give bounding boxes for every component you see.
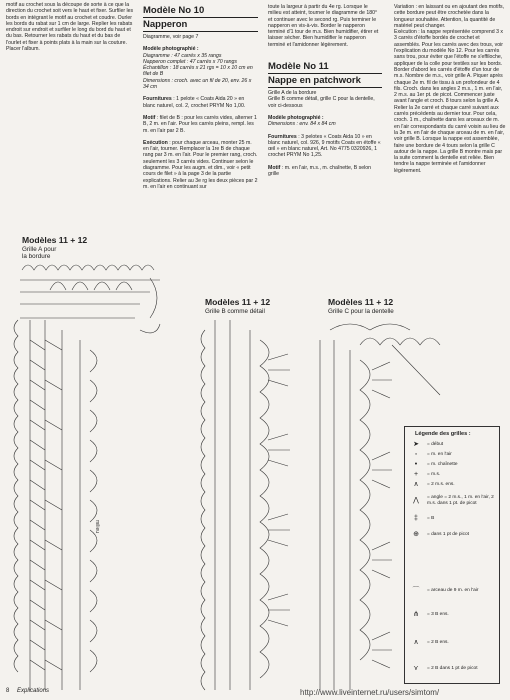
legend-item: ⌒ = arceau de 9 m. en l'air <box>409 587 497 594</box>
legend-item: ➤ = début <box>409 441 497 448</box>
model-10-supplies-heading: Fournitures <box>143 96 172 103</box>
model-11-supplies-heading: Fournitures <box>268 133 297 140</box>
legend-item: ⋎ = 2 B dans 1 pt de picot <box>409 665 497 672</box>
three-dc-together-icon: ⋔ <box>413 611 419 618</box>
intro-text: motif au crochet sous la découpe de sorte à ce que la direction du crochet soit vers le haut et fixer. Surfiler les bords en intégrant le motif au crochet et coudre. Ourler les bords du rabat sur 1 cm de large. Replier les rabats endroit sur endroit et surfiler le long du bord du haut et du bas. Retourner les rabats du haut et du bas de l'ourlet et fixer à points plats à la main sur la couture. Placer l'album. <box>6 2 135 53</box>
chart-c-title: Modèles 11 + 12 <box>328 297 394 307</box>
model-11-supplies-text: : 3 pelotes « Coats Aida 10 » en blanc naturel, col. 926, 9 motifs Coats en étoffe « œil » en blanc naturel, Art. No 4775 0320926, 1 crochet PRYM No 1,25. <box>268 133 381 159</box>
model-10-diagram-ref: Diagramme, voir page 7 <box>143 34 199 40</box>
picot-icon: ⊕ <box>413 531 419 538</box>
model-11-photo-specs: Dimensions : env. 84 x 84 cm <box>268 121 336 128</box>
legend-box <box>404 426 500 684</box>
footer-section: Explications <box>17 688 50 694</box>
two-dc-together-icon: ∧ <box>413 639 419 646</box>
chain-stitch-icon: ◦ <box>414 451 418 458</box>
model-10-motif-heading: Motif <box>143 114 156 121</box>
start-arrow-icon: ➤ <box>413 441 419 448</box>
model-10-motif-text: : filet de B : pour les carrés vides, alterner 1 B, 2 m. en l'air. Pour les carrés pleins, rempl. les m. en l'air par 2 B. <box>143 114 257 134</box>
model-10-execution-text: : pour chaque arceau, monter 25 m. en l'air, tourner. Remplacer la 1re B de chaque rang par 3 m. en l'air. Pour le premier rang, croch. seulement les 3 carrés vides. Continuer selon le diagramme. Pour les augm. et dim., voir « petit cours de filet » à la page 3 de la partie explications. Relier au 3e rg les deux pièces par 2 m. en l'air en continuant sur <box>143 139 258 190</box>
model-11-motif-text: : m. en l'air, m.s., m. chaînette, B selon grille <box>268 164 372 178</box>
grid-b-detail-diagram <box>201 320 290 690</box>
model-10-photo-specs: Diagramme : 47 carrés x 35 rangs Napperon complet : 47 carrés x 70 rangs Échantillon : 18 carrés x 21 rgs = 10 x 10 cm en filet de B Dimensions : croch. avec un fil de 20, env. 26 x 34 cm <box>143 52 253 91</box>
model-11-name: Nappe en patchwork <box>268 76 382 88</box>
page-number: 8 <box>6 688 10 694</box>
model-10-supplies-text: : 1 pelote « Coats Aida 20 » en blanc naturel, col. 2, crochet PRYM No 1,00. <box>143 96 246 109</box>
legend-item: ∧ = 2 m.s. ens. <box>409 481 497 488</box>
legend-item: ◦ = m. en l'air <box>409 451 497 458</box>
model-10-title: Modèle No 10 <box>143 6 258 18</box>
chart-a-title: Modèles 11 + 12 <box>22 235 88 245</box>
slip-stitch-icon: • <box>414 461 418 468</box>
page-footer <box>6 688 49 694</box>
model-10-name: Napperon <box>143 20 258 32</box>
two-sc-together-icon: ∧ <box>413 481 419 488</box>
grid-a-border-diagram <box>14 265 160 690</box>
model-11-diagram-ref: Grille A de la bordure Grille B comme détail, grille C pour la dentelle, voir ci-dessous <box>268 90 375 109</box>
two-dc-in-picot-icon: ⋎ <box>413 665 419 672</box>
chart-a-subtitle: Grille A pour la bordure <box>22 245 57 260</box>
variation-execution-text: Variation : en laissant ou en ajoutant des motifs, cette bordure peut être crochetée dans la longueur souhaitée. Attention, la quantité de matériel peut changer. Exécution : la nappe représentée comprend 3 x 3 carrés d'étoffe bordés de crochet et assemblés. Pour les carrés avec des trous, voir l'explication du modèle No 12. Pour les carrés sans trou, pour éviter que l'étoffe ne s'effiloche, appliquer de la colle pour textiles sur les bords. Border d'abord les carrés d'étoffe d'un tour de m.s. Nombre de m.s., voir grille A. Piquer après chaque 2e m. fil de tissu à un profondeur de 4 fils. Croch. dans les angles 2 m.s., 1 m. en l'air, 2 m.s. au 1er pt. de picot. Commencer juste avant l'angle et croch. 8 tours selon la grille A. Relier la 2e carré et chaque carré suivant aux carrés précédents au dernier tour. Pour cela, croch. 1 m., chaînette dans les arceaux de m. en l'air correspondants du carré voisin au lieu de la 3e m. en l'air de chaque arceau de m. en l'air, voir grille B. Lorsque la nappe est assemblée, faire une bordure de 4 tours selon la grille C autour de la nappe. La grille B montre mais par la suite comment la dentelle est reliée. Bien tendre la nappe terminée et l'amidonner légèrement. <box>394 4 506 174</box>
legend-item: ‡ = B <box>409 515 497 522</box>
source-url: http://www.liveinternet.ru/users/simtom/ <box>300 688 440 697</box>
chart-c-subtitle: Grille C pour la dentelle <box>328 307 394 315</box>
legend-item: ⋔ = 3 B ens. <box>409 611 497 618</box>
corner-icon: ⋀ <box>413 497 419 505</box>
model-10-photo-heading: Modèle photographié : <box>143 46 199 53</box>
legend-item: ⊕ = dans 1 pt de picot <box>409 531 497 538</box>
legend-title: Légende des grilles : <box>415 431 471 437</box>
chart-b-title: Modèles 11 + 12 <box>205 297 271 307</box>
legend-item: • = m. chaînette <box>409 461 497 468</box>
milieu-label: milieu <box>94 520 100 534</box>
single-crochet-icon: + <box>413 471 419 478</box>
legend-item: ⋀ = angle = 2 m.s., 1 m. en l'air, 2 m.s. dans 1 pt. de picot <box>409 495 497 506</box>
chart-b-subtitle: Grille B comme détail <box>205 307 265 315</box>
model-11-title: Modèle No 11 <box>268 62 382 74</box>
double-crochet-icon: ‡ <box>414 515 418 522</box>
model-10-continuation: toute la largeur à partir du 4e rg. Lorsque le milieu est atteint, tourner le diagramme de 180° et continuer avec le second rg. Puis terminer le napperon en vis-à-vis. Border le napperon terminé d'1 tour de m.s. Bien humidifier, étirer et laisser sécher. Bien humidifier le napperon terminé et l'amidonner légèrement. <box>268 4 379 48</box>
model-11-photo-heading: Modèle photographié : <box>268 114 324 121</box>
model-11-motif-heading: Motif <box>268 164 281 171</box>
legend-item: ∧ = 2 B ens. <box>409 639 497 646</box>
legend-item: + = m.s. <box>409 471 497 478</box>
model-10-execution-heading: Exécution <box>143 139 168 146</box>
arch-icon: ⌒ <box>412 587 420 594</box>
